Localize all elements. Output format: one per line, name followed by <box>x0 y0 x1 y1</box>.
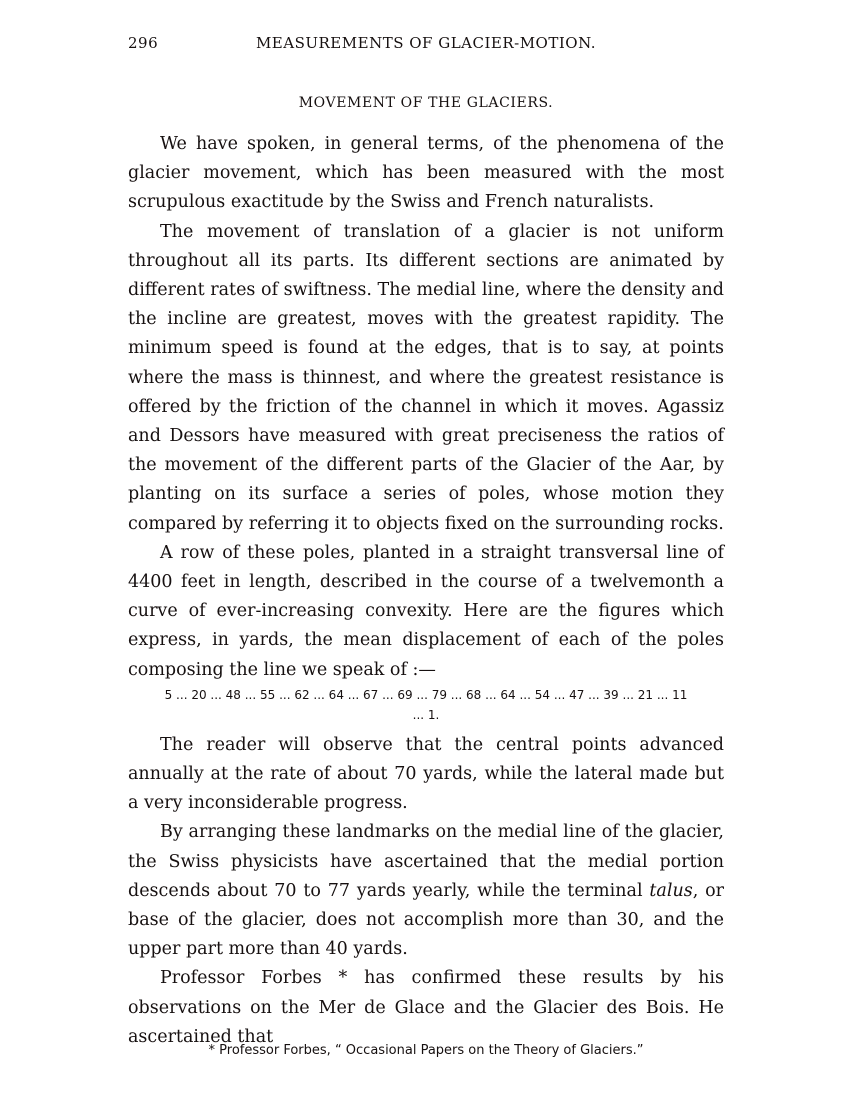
section-title: MOVEMENT OF THE GLACIERS. <box>298 95 554 111</box>
paragraph-3: A row of these poles, planted in a straight transversal line of 4400 feet in length, described in the course of a twelvemonth a curve of ever-increasing convexity. Here are the figures which express, in yards, the mean displacement of each of the poles composing the line we speak of :— <box>128 542 724 680</box>
paragraph-2: The movement of translation of a glacier is not uniform throughout all its parts. Its different sections are animated by different rates of swiftness. The medial line, where the density and the incline are greatest, moves with the greatest rapidity. The minimum speed is found at the edges, that is to say, at points where the mass is thinnest, and where the greatest resistance is offered by the friction of the channel in which it moves. Agassiz and Dessors have measured with great preciseness the ratios of the movement of the different parts of the Glacier of the Aar, by planting on its surface a series of poles, whose motion they compared by referring it to objects fixed on the surrounding rocks. <box>128 221 724 534</box>
paragraph-6: Professor Forbes * has confirmed these results by his observations on the Mer de Glace and the Glacier des Bois. He ascertained that <box>128 968 724 1047</box>
footnote: * Professor Forbes, “ Occasional Papers on the Theory of Glaciers.” <box>208 1043 644 1058</box>
paragraph-4: The reader will observe that the central points advanced annually at the rate of about 70 yards, while the lateral made but a very inconsiderable progress. <box>128 734 724 814</box>
body-text <box>128 130 724 1052</box>
running-head <box>128 34 724 56</box>
paragraph-5-text-b: , or base of the glacier, does not accomplish more than 30, and the upper part more than 40 yards. <box>128 880 724 960</box>
paragraph-5-italic: talus <box>649 880 693 901</box>
paragraph-1: We have spoken, in general terms, of the phenomena of the glacier movement, which has been measured with the most scrupulous exactitude by the Swiss and French naturalists. <box>128 134 724 213</box>
displacement-figures: 5 ... 20 ... 48 ... 55 ... 62 ... 64 ... 67 ... 69 ... 79 ... 68 ... 64 ... 54 ... 47 ... 39 ... 21 ... 11 ... 1. <box>164 687 688 722</box>
running-title: MEASUREMENTS OF GLACIER-MOTION. <box>255 34 597 52</box>
page-number: 296 <box>128 34 159 52</box>
paragraph-5-text-a: By arranging these landmarks on the medial line of the glacier, the Swiss physicists have ascertained that the medial portion descends about 70 to 77 yards yearly, while the terminal <box>128 822 724 901</box>
paragraph-5 <box>128 818 724 964</box>
